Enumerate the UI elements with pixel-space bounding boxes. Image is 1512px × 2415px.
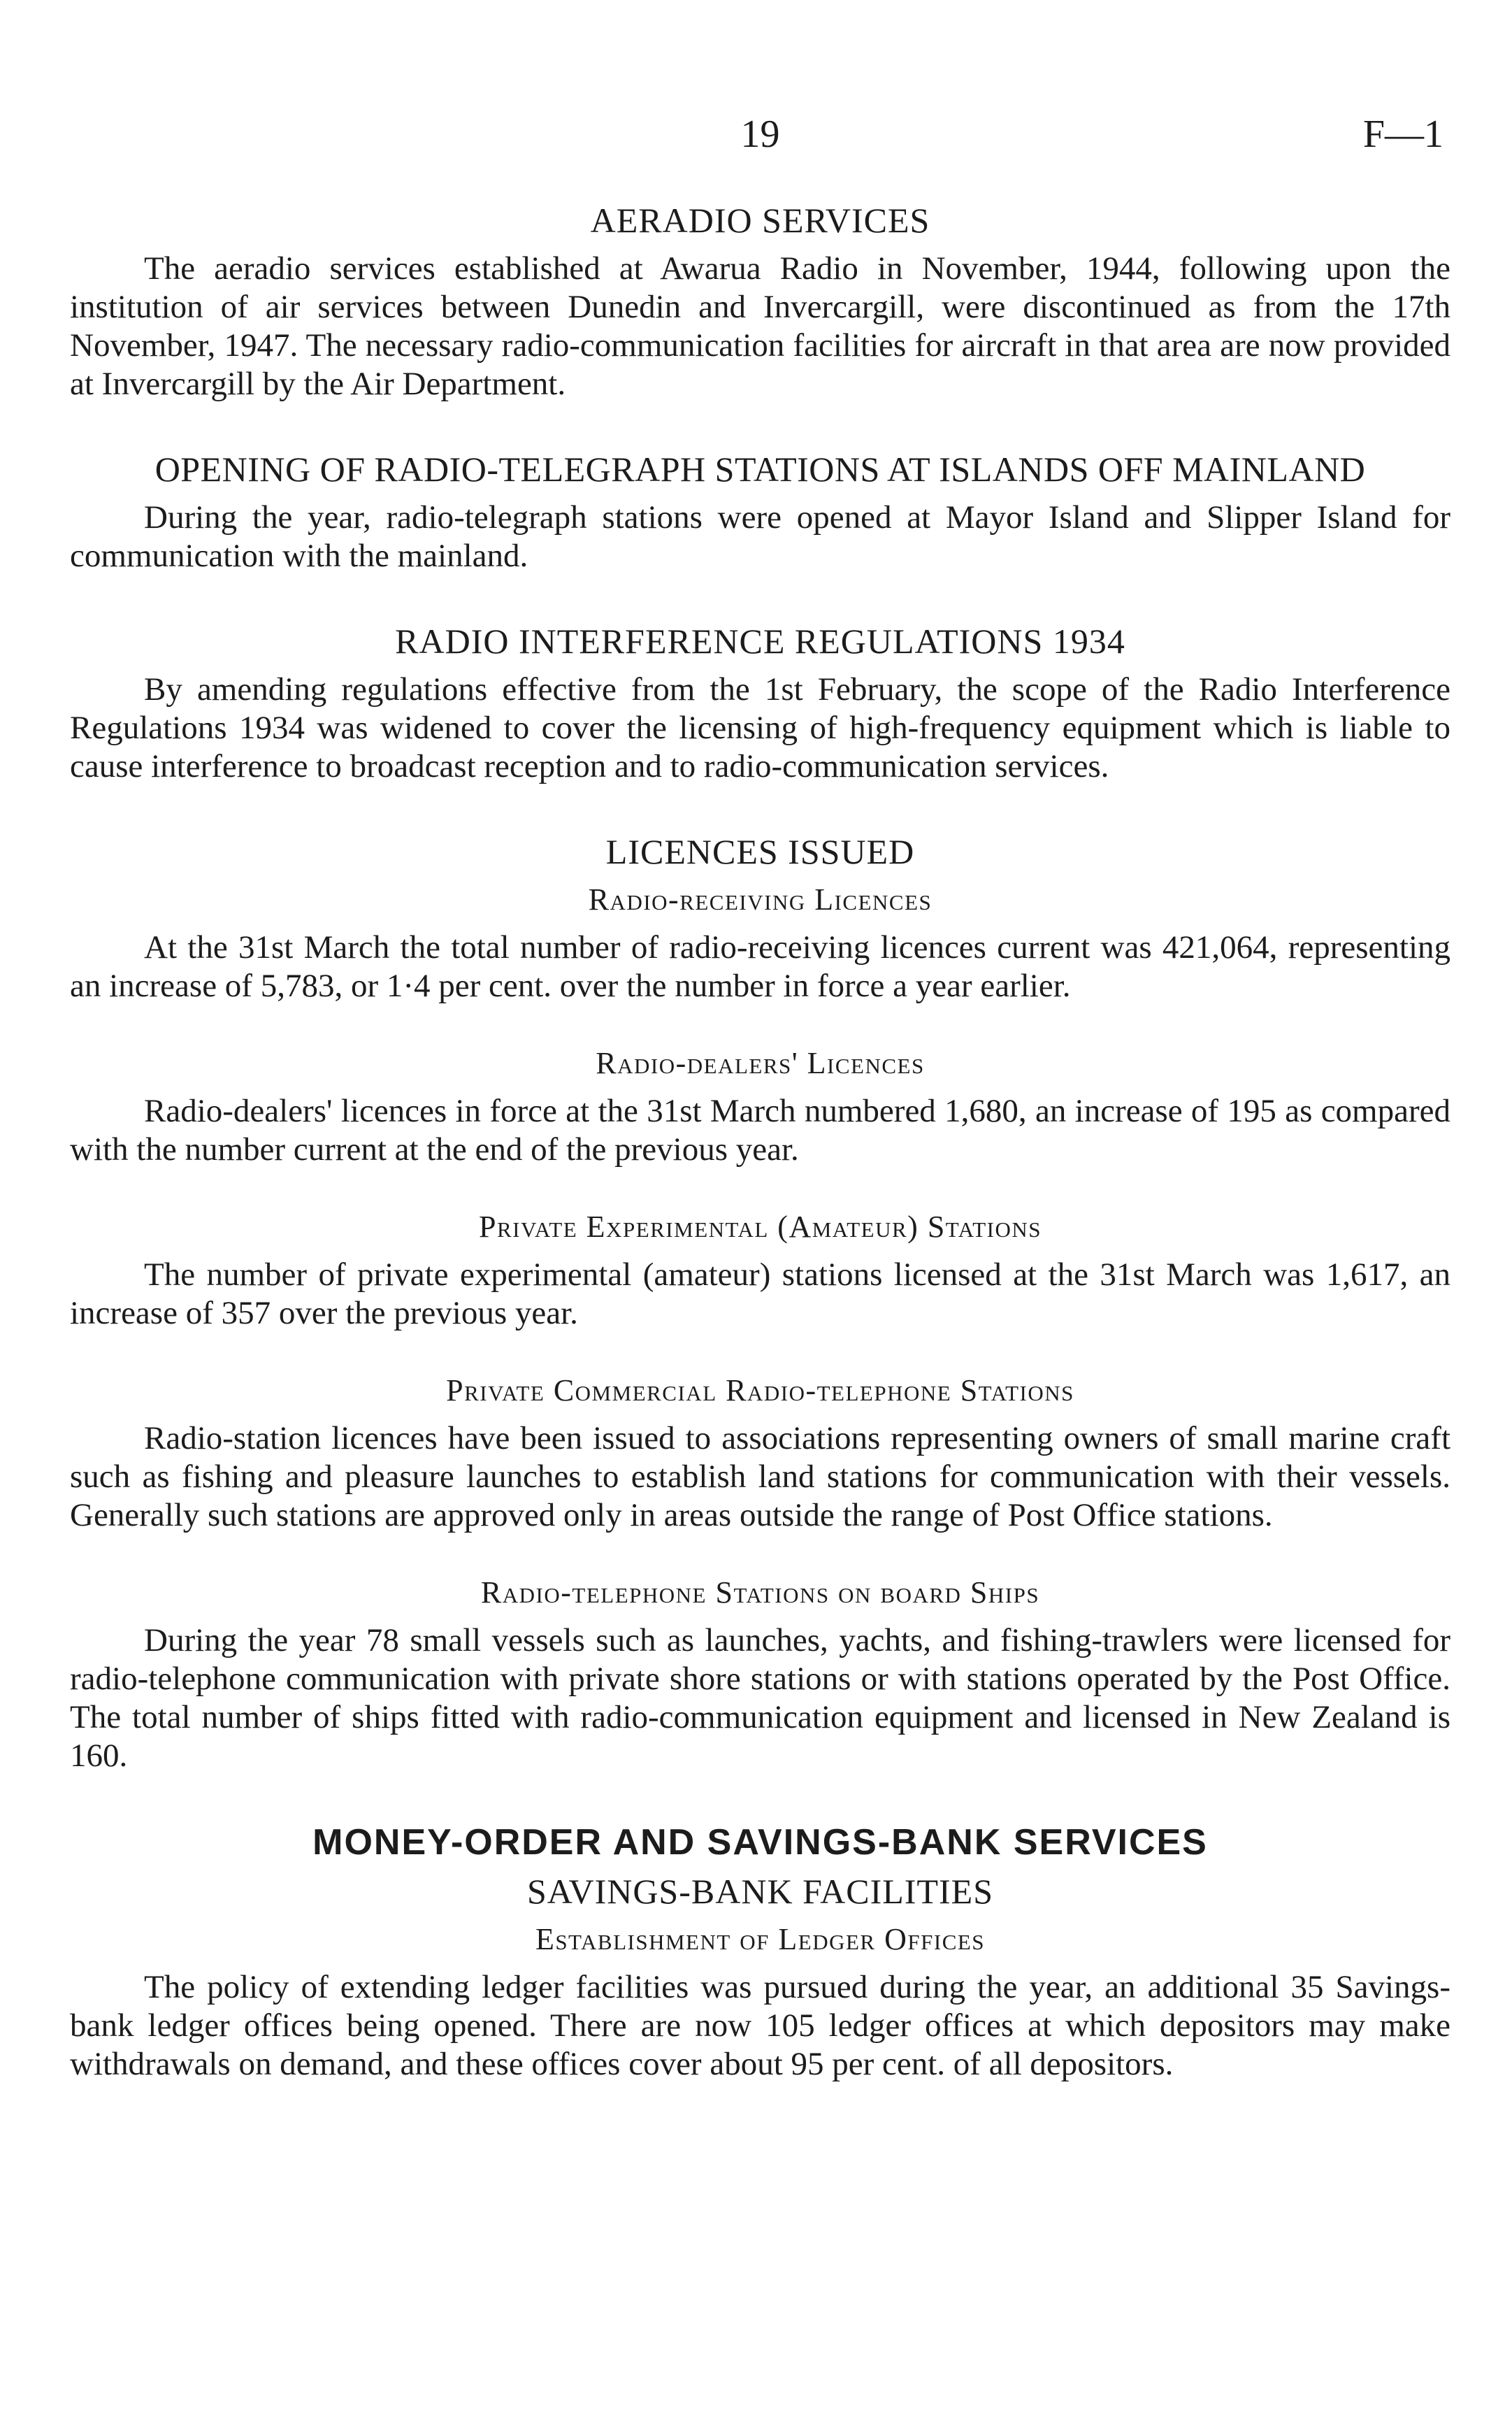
paragraph-radio-receiving-licences: At the 31st March the total number of radio-receiving licences current was 421,064, representing an increase of 5,783, or 1·4 per cent. over the number in force a year earlier. [70, 929, 1450, 1004]
paragraph-ship-radio-telephone: During the year 78 small vessels such as launches, yachts, and fishing-trawlers were licensed for radio-telephone communication with private shore stations or with stations operated by the Post Office. The total number of ships fitted with radio-communication equipment and licensed in New Zealand is 160. [70, 1622, 1450, 1774]
ship-radio-telephone-subsection [70, 1574, 1450, 1775]
paragraph-radio-dealers-licences: Radio-dealers' licences in force at the 31st March numbered 1,680, an increase of 195 as compared with the number current at the end of the previous year. [70, 1093, 1450, 1168]
section-heading-aeradio-services: AERADIO SERVICES [590, 201, 930, 240]
radio-receiving-licences-subsection [70, 881, 1450, 1005]
section-heading-radio-telegraph-stations: OPENING OF RADIO-TELEGRAPH STATIONS AT ISLANDS OFF MAINLAND [154, 450, 1366, 489]
page-body [70, 199, 1450, 2084]
licences-issued-section [70, 831, 1450, 1775]
paragraph-radio-telegraph-stations: During the year, radio-telegraph stations were opened at Mayor Island and Slipper Island for communication with the mainland. [70, 499, 1450, 574]
aeradio-services-section [70, 199, 1450, 403]
section-heading-radio-interference: RADIO INTERFERENCE REGULATIONS 1934 [395, 622, 1125, 661]
money-order-savings-bank-section [70, 1820, 1450, 2084]
subheading-radio-dealers-licences: Radio-dealers' Licences [596, 1046, 925, 1080]
commercial-radio-telephone-subsection [70, 1372, 1450, 1535]
document-code: F—1 [1362, 113, 1443, 156]
subheading-amateur-stations: Private Experimental (Amateur) Stations [479, 1210, 1042, 1244]
radio-telegraph-stations-section [70, 448, 1450, 575]
subheading-commercial-radio-telephone: Private Commercial Radio-telephone Stations [446, 1373, 1074, 1407]
major-heading-money-order-savings-bank: MONEY-ORDER AND SAVINGS-BANK SERVICES [312, 1822, 1208, 1863]
radio-dealers-licences-subsection [70, 1045, 1450, 1169]
paragraph-aeradio-services: The aeradio services established at Awarua Radio in November, 1944, following upon the institution of air services between Dunedin and Invercargill, were discontinued as from the 17th November, 1947. The necessary radio-communication facilities for aircraft in that area are now provided at Invercargill by the Air Department. [70, 250, 1450, 402]
paragraph-amateur-stations: The number of private experimental (amateur) stations licensed at the 31st March was 1,617, an increase of 357 over the previous year. [70, 1256, 1450, 1331]
section-heading-savings-bank-facilities: SAVINGS-BANK FACILITIES [526, 1872, 994, 1911]
paragraph-commercial-radio-telephone: Radio-station licences have been issued to associations representing owners of small marine craft such as fishing and pleasure launches to establish land stations for communication with their vessels. Generally such stations are approved only in areas outside the range of Post Office stations. [70, 1420, 1450, 1533]
page-number: 19 [740, 113, 780, 156]
subheading-radio-receiving-licences: Radio-receiving Licences [588, 882, 933, 917]
paragraph-radio-interference: By amending regulations effective from the 1st February, the scope of the Radio Interference Regulations 1934 was widened to cover the licensing of high-frequency equipment which is liable to cause interference to broadcast reception and to radio-communication services. [70, 671, 1450, 784]
subheading-ledger-offices: Establishment of Ledger Offices [535, 1922, 986, 1956]
paragraph-ledger-offices: The policy of extending ledger facilities was pursued during the year, an additional 35 Savings-bank ledger offices being opened. There are now 105 ledger offices at which depositors may make withdrawals on demand, and these offices cover about 95 per cent. of all depositors. [70, 1969, 1450, 2082]
document-page [70, 0, 1450, 2415]
subheading-ship-radio-telephone: Radio-telephone Stations on board Ships [480, 1575, 1040, 1610]
page-header [70, 112, 1450, 168]
section-heading-licences-issued: LICENCES ISSUED [605, 832, 915, 871]
radio-interference-section [70, 620, 1450, 786]
amateur-stations-subsection [70, 1208, 1450, 1333]
